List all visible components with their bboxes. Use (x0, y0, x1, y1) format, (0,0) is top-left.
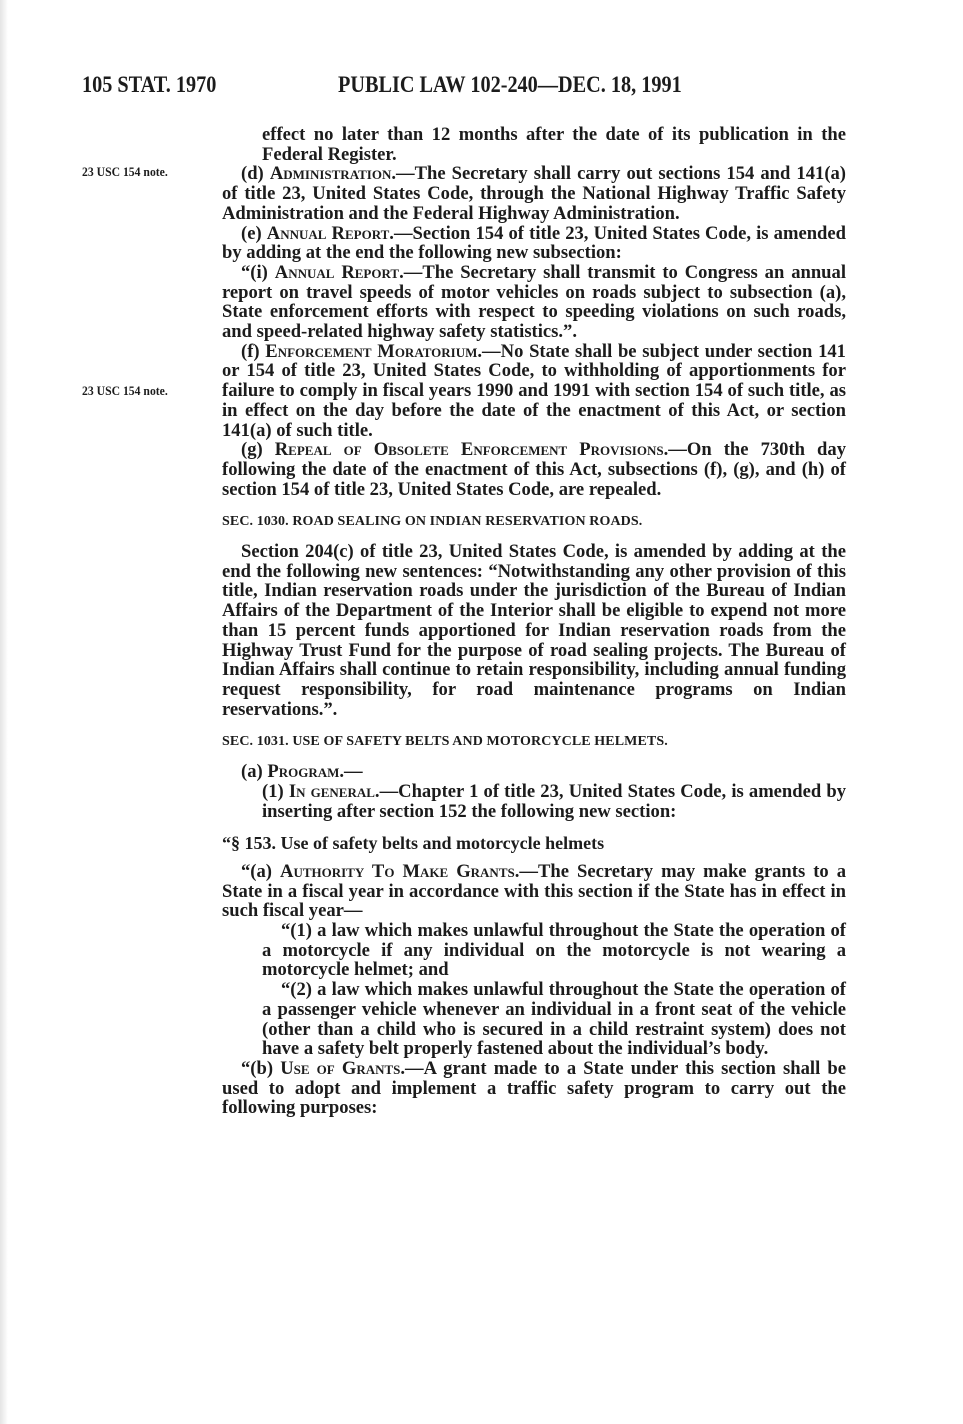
public-law-title: PUBLIC LAW 102-240—DEC. 18, 1991 (338, 72, 682, 97)
quoted-paragraph-1: “(1) a law which makes unlawful throughout the State the operation of a motorcycle if any individual on the motorcycle is not wearing a motorcycle helmet; and (262, 920, 846, 981)
subsection-g: (g) Repeal of Obsolete Enforcement Provisions.—On the 730th day following the date of the enactment of this Act, subsections (f), (g), and (h) of section 154 of title 23, United States Code, are repealed. (222, 439, 846, 500)
section-1030-heading: SEC. 1030. ROAD SEALING ON INDIAN RESERVATION ROADS. (222, 514, 643, 530)
subsection-heading: Annual Report (266, 222, 390, 244)
paragraph-effect: effect no later than 12 months after the date of its publication in the Federal Register. (262, 124, 846, 165)
body-text (222, 125, 846, 1118)
subsection-f: (f) Enforcement Moratorium.—No State shall be subject under section 141 or 154 of title 23, United States Code, to withholding of apportionments for failure to comply in fiscal years 1990 and 1991 with section 154 of such title, as in effect on the day before the date of the enactment of this Act, or section 141(a) of such title. (222, 340, 846, 441)
subsection-e: (e) Annual Report.—Section 154 of title 23, United States Code, is amended by adding at the end the following new subsection: (222, 222, 846, 264)
stat-page-number: 105 STAT. 1970 (82, 72, 217, 97)
margin-note-usc: 23 USC 154 note. (82, 164, 168, 179)
subsection-heading: Authority To Make Grants (280, 860, 515, 882)
section-1031-heading: SEC. 1031. USE OF SAFETY BELTS AND MOTORCYCLE HELMETS. (222, 734, 668, 750)
quoted-subsection-b: “(b) Use of Grants.—A grant made to a State under this section shall be used to adopt and implement a traffic safety program to carry out the following purposes: (222, 1057, 846, 1119)
page-header (82, 72, 842, 108)
subsection-heading: Program (267, 761, 340, 783)
subsection-heading: In general (288, 780, 375, 802)
subsection-d: (d) Administration.—The Secretary shall carry out sections 154 and 141(a) of title 23, United States Code, through the National Highway Traffic Safety Administration and the Federal Highway Administration. (222, 163, 847, 224)
subsection-a-program: (a) Program.— (241, 761, 363, 783)
paragraph-1-in-general: (1) In general.—Chapter 1 of title 23, United States Code, is amended by inserting after section 152 the following new section: (262, 780, 847, 822)
section-1030-text: Section 204(c) of title 23, United States Code, is amended by adding at the end the following new sentences: “Notwithstanding any other provision of this title, Indian reservation roads under the jurisdiction of the Bureau of Indian Affairs of the Department of the Interior shall be eligible to expend not more than 15 percent funds apportioned for Indian reservation roads from the Highway Trust Fund for the purpose of road sealing projects. The Bureau of Indian Affairs shall continue to retain responsibility, including annual funding request responsibility, for road maintenance programs on Indian reservations.”. (222, 541, 846, 720)
section-153-heading: “§ 153. Use of safety belts and motorcycle helmets (222, 833, 605, 854)
quoted-subsection-a: “(a) Authority To Make Grants.—The Secretary may make grants to a State in a fiscal year in accordance with this section if the State has in effect in such fiscal year— (222, 860, 847, 922)
subsection-heading: Enforcement Moratorium (265, 340, 478, 362)
margin-note-usc: 23 USC 154 note. (82, 383, 168, 398)
subsection-heading: Use of Grants (280, 1057, 401, 1079)
quoted-subsection-i: “(i) Annual Report.—The Secretary shall transmit to Congress an annual report on travel speeds of motor vehicles on roads subject to subsection (a), State enforcement efforts with respect to speeding violations on such roads, and speed-related highway safety statistics.”. (222, 261, 846, 343)
subsection-heading: Annual Report (274, 261, 400, 283)
scan-edge (0, 0, 8, 1424)
subsection-heading: Repeal of Obsolete Enforcement Provisions (274, 439, 664, 461)
subsection-heading: Administration (269, 163, 392, 185)
quoted-paragraph-2: “(2) a law which makes unlawful throughout the State the operation of a passenger vehicle whenever an individual in a front seat of the vehicle (other than a child who is secured in a child restraint system) does not have a safety belt properly fastened about the individual’s body. (262, 979, 846, 1060)
